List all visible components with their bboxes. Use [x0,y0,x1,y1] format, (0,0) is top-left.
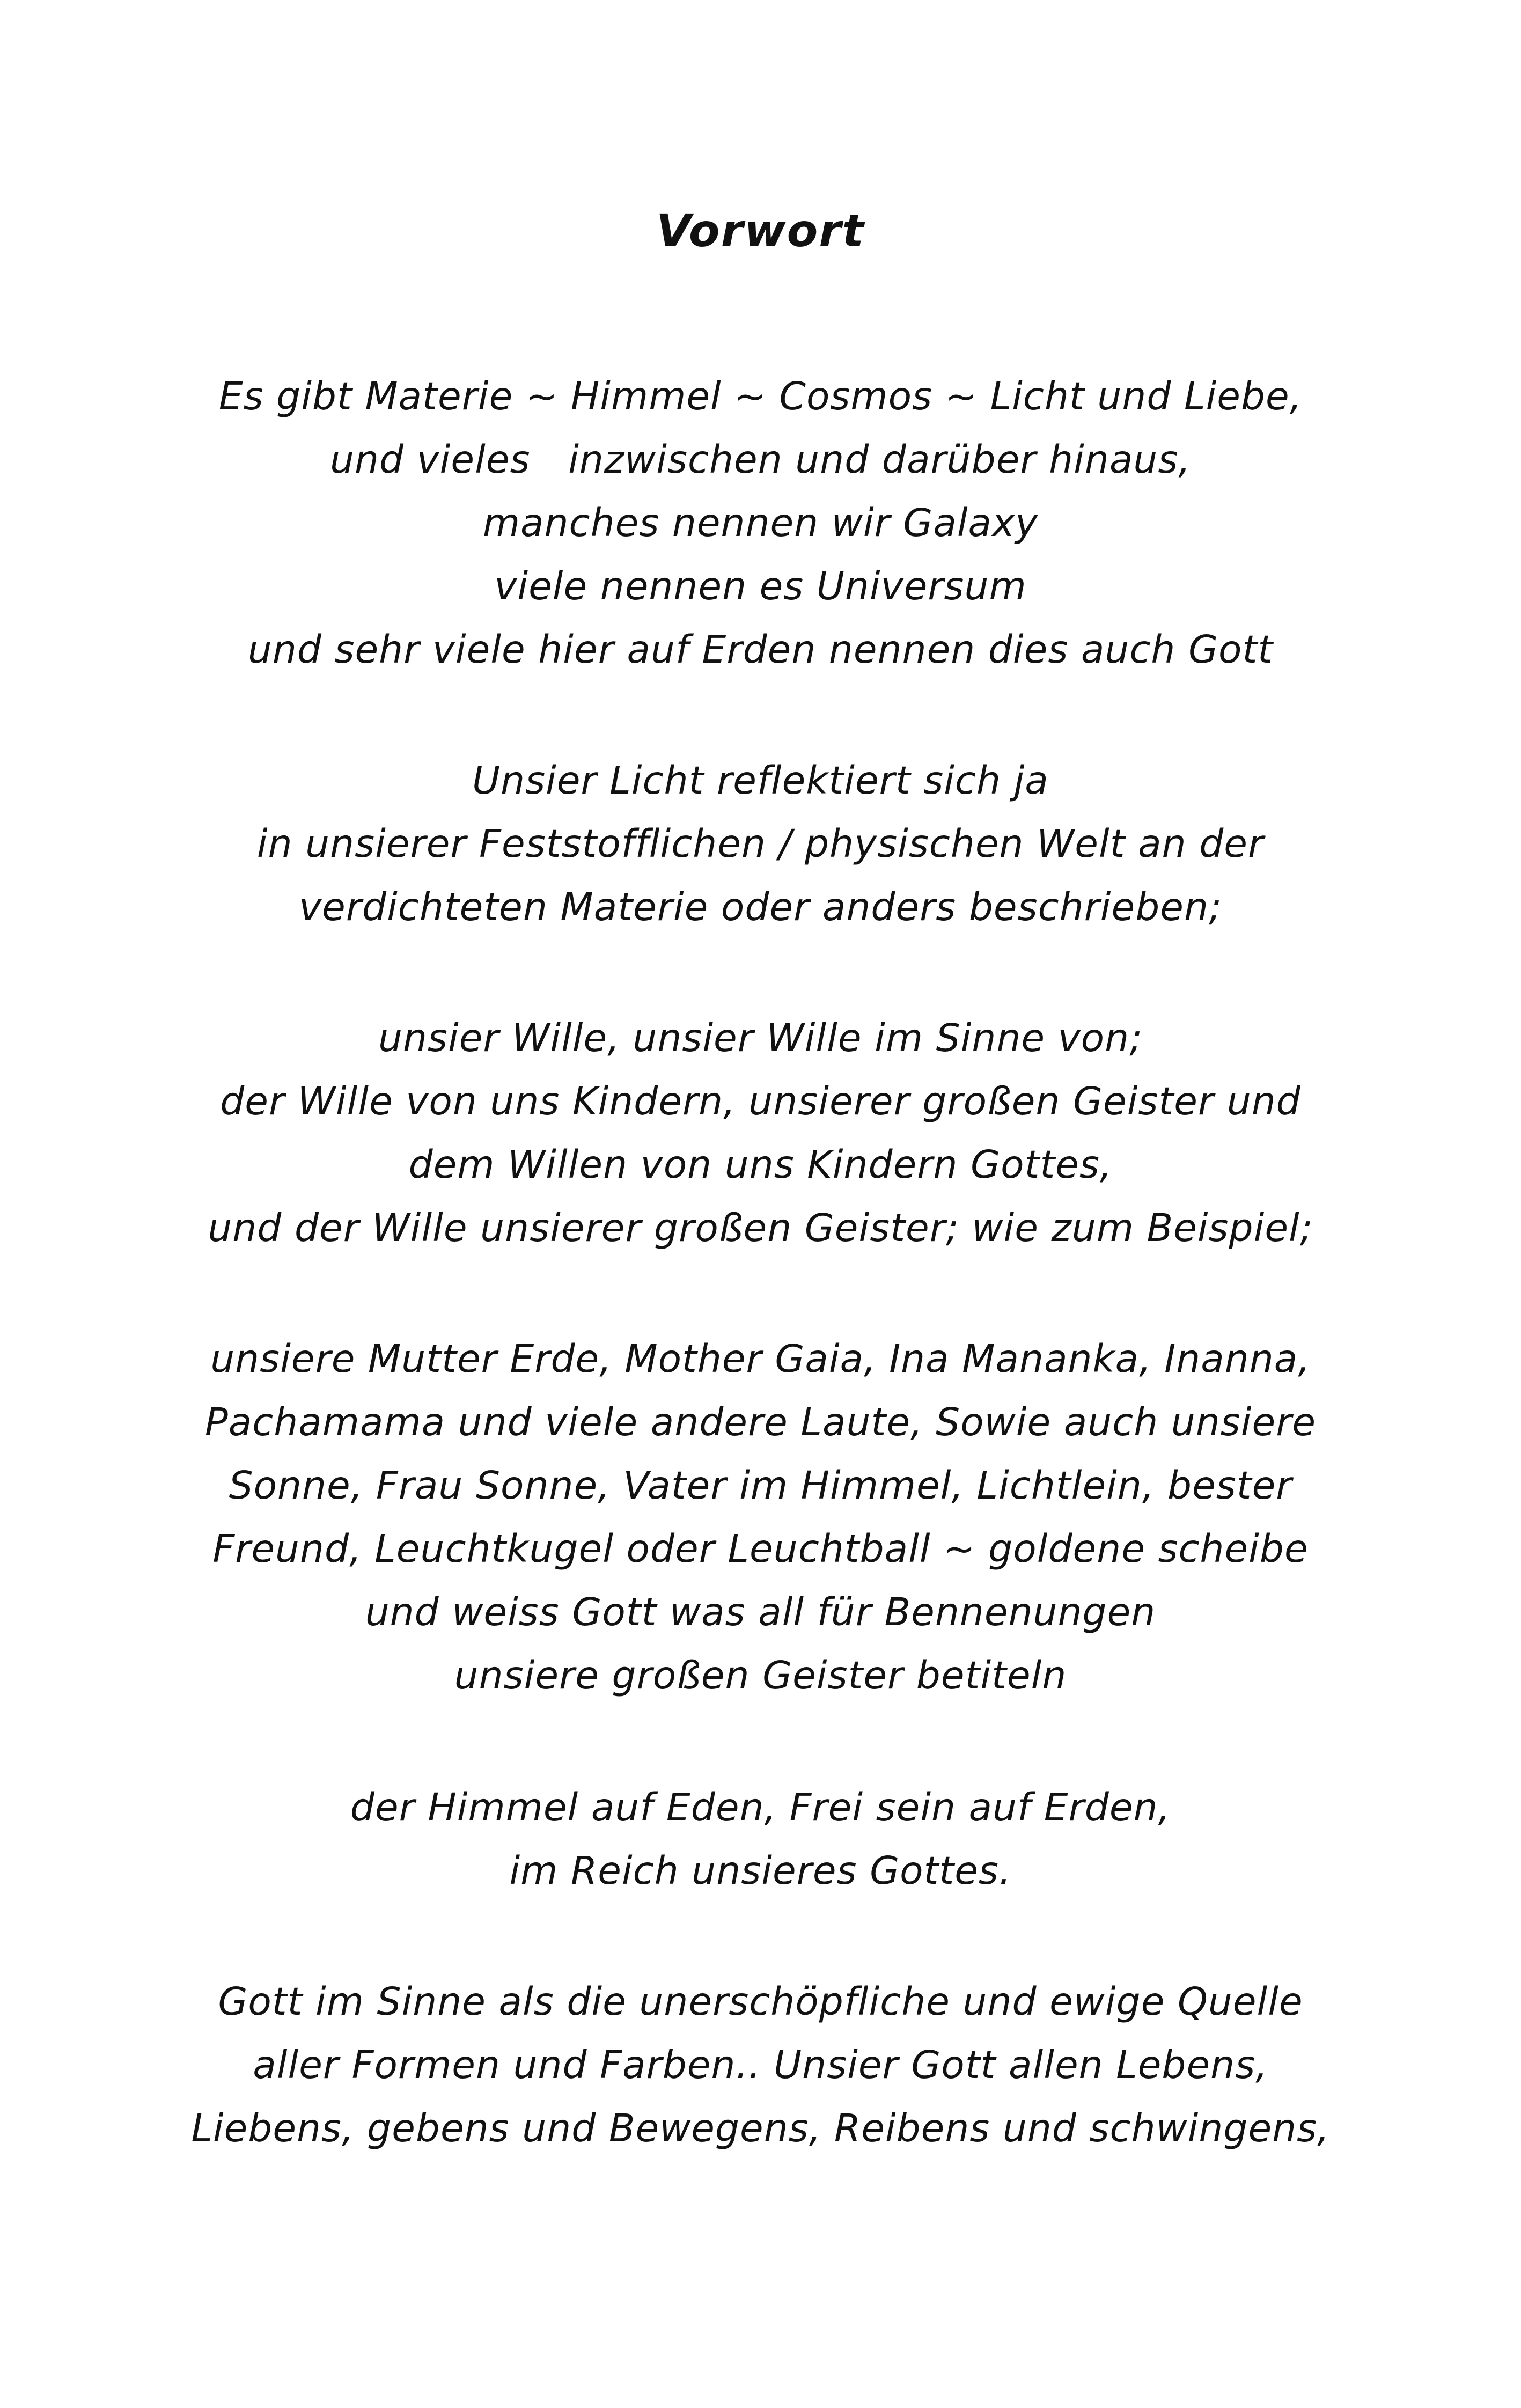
stanza-3 [0,1007,1521,1260]
text-line: und sehr viele hier auf Erden nennen dies auch Gott [247,627,1274,672]
text-line: der Wille von uns Kindern, unsierer großen Geister und [220,1079,1301,1124]
stanza-4 [0,1327,1521,1707]
text-line: unsiere Mutter Erde, Mother Gaia, Ina Mananka, Inanna, [210,1337,1311,1381]
text-line: Unsier Licht reflektiert sich ja [472,758,1049,803]
stanza-5 [0,1776,1521,1903]
text-line: unsiere großen Geister betiteln [454,1653,1067,1698]
text-line: Liebens, gebens und Bewegens, Reibens und schwingens, [191,2106,1330,2150]
text-line: Pachamama und viele andere Laute, Sowie auch unsiere [204,1400,1317,1444]
text-line: verdichteten Materie oder anders beschrieben; [299,885,1222,929]
text-line: manches nennen wir Galaxy [482,501,1039,545]
text-line: dem Willen von uns Kindern Gottes, [408,1142,1113,1187]
text-line: Sonne, Frau Sonne, Vater im Himmel, Lichtlein, bester [229,1463,1292,1508]
text-line: im Reich unsieres Gottes. [509,1848,1012,1893]
text-line: und vieles inzwischen und darüber hinaus, [330,437,1191,482]
text-line: und weiss Gott was all für Bennenungen [365,1590,1156,1634]
stanza-2 [0,749,1521,939]
text-line: unsier Wille, unsier Wille im Sinne von; [378,1016,1143,1060]
text-line: in unsierer Feststofflichen / physischen Welt an der [256,821,1265,866]
page-title: Vorwort [656,204,865,257]
text-line: Freund, Leuchtkugel oder Leuchtball ~ goldene scheibe [212,1526,1309,1571]
text-line: Gott im Sinne als die unerschöpfliche und ewige Quelle [218,1979,1303,2024]
text-line: viele nennen es Universum [494,564,1027,608]
text-line: und der Wille unsierer großen Geister; wie zum Beispiel; [208,1206,1313,1250]
text-line: Es gibt Materie ~ Himmel ~ Cosmos ~ Licht und Liebe, [218,374,1303,419]
stanza-1 [0,365,1521,681]
stanza-6 [0,1970,1521,2160]
text-line: aller Formen und Farben.. Unsier Gott allen Lebens, [253,2043,1268,2087]
text-line: der Himmel auf Eden, Frei sein auf Erden, [350,1785,1171,1830]
